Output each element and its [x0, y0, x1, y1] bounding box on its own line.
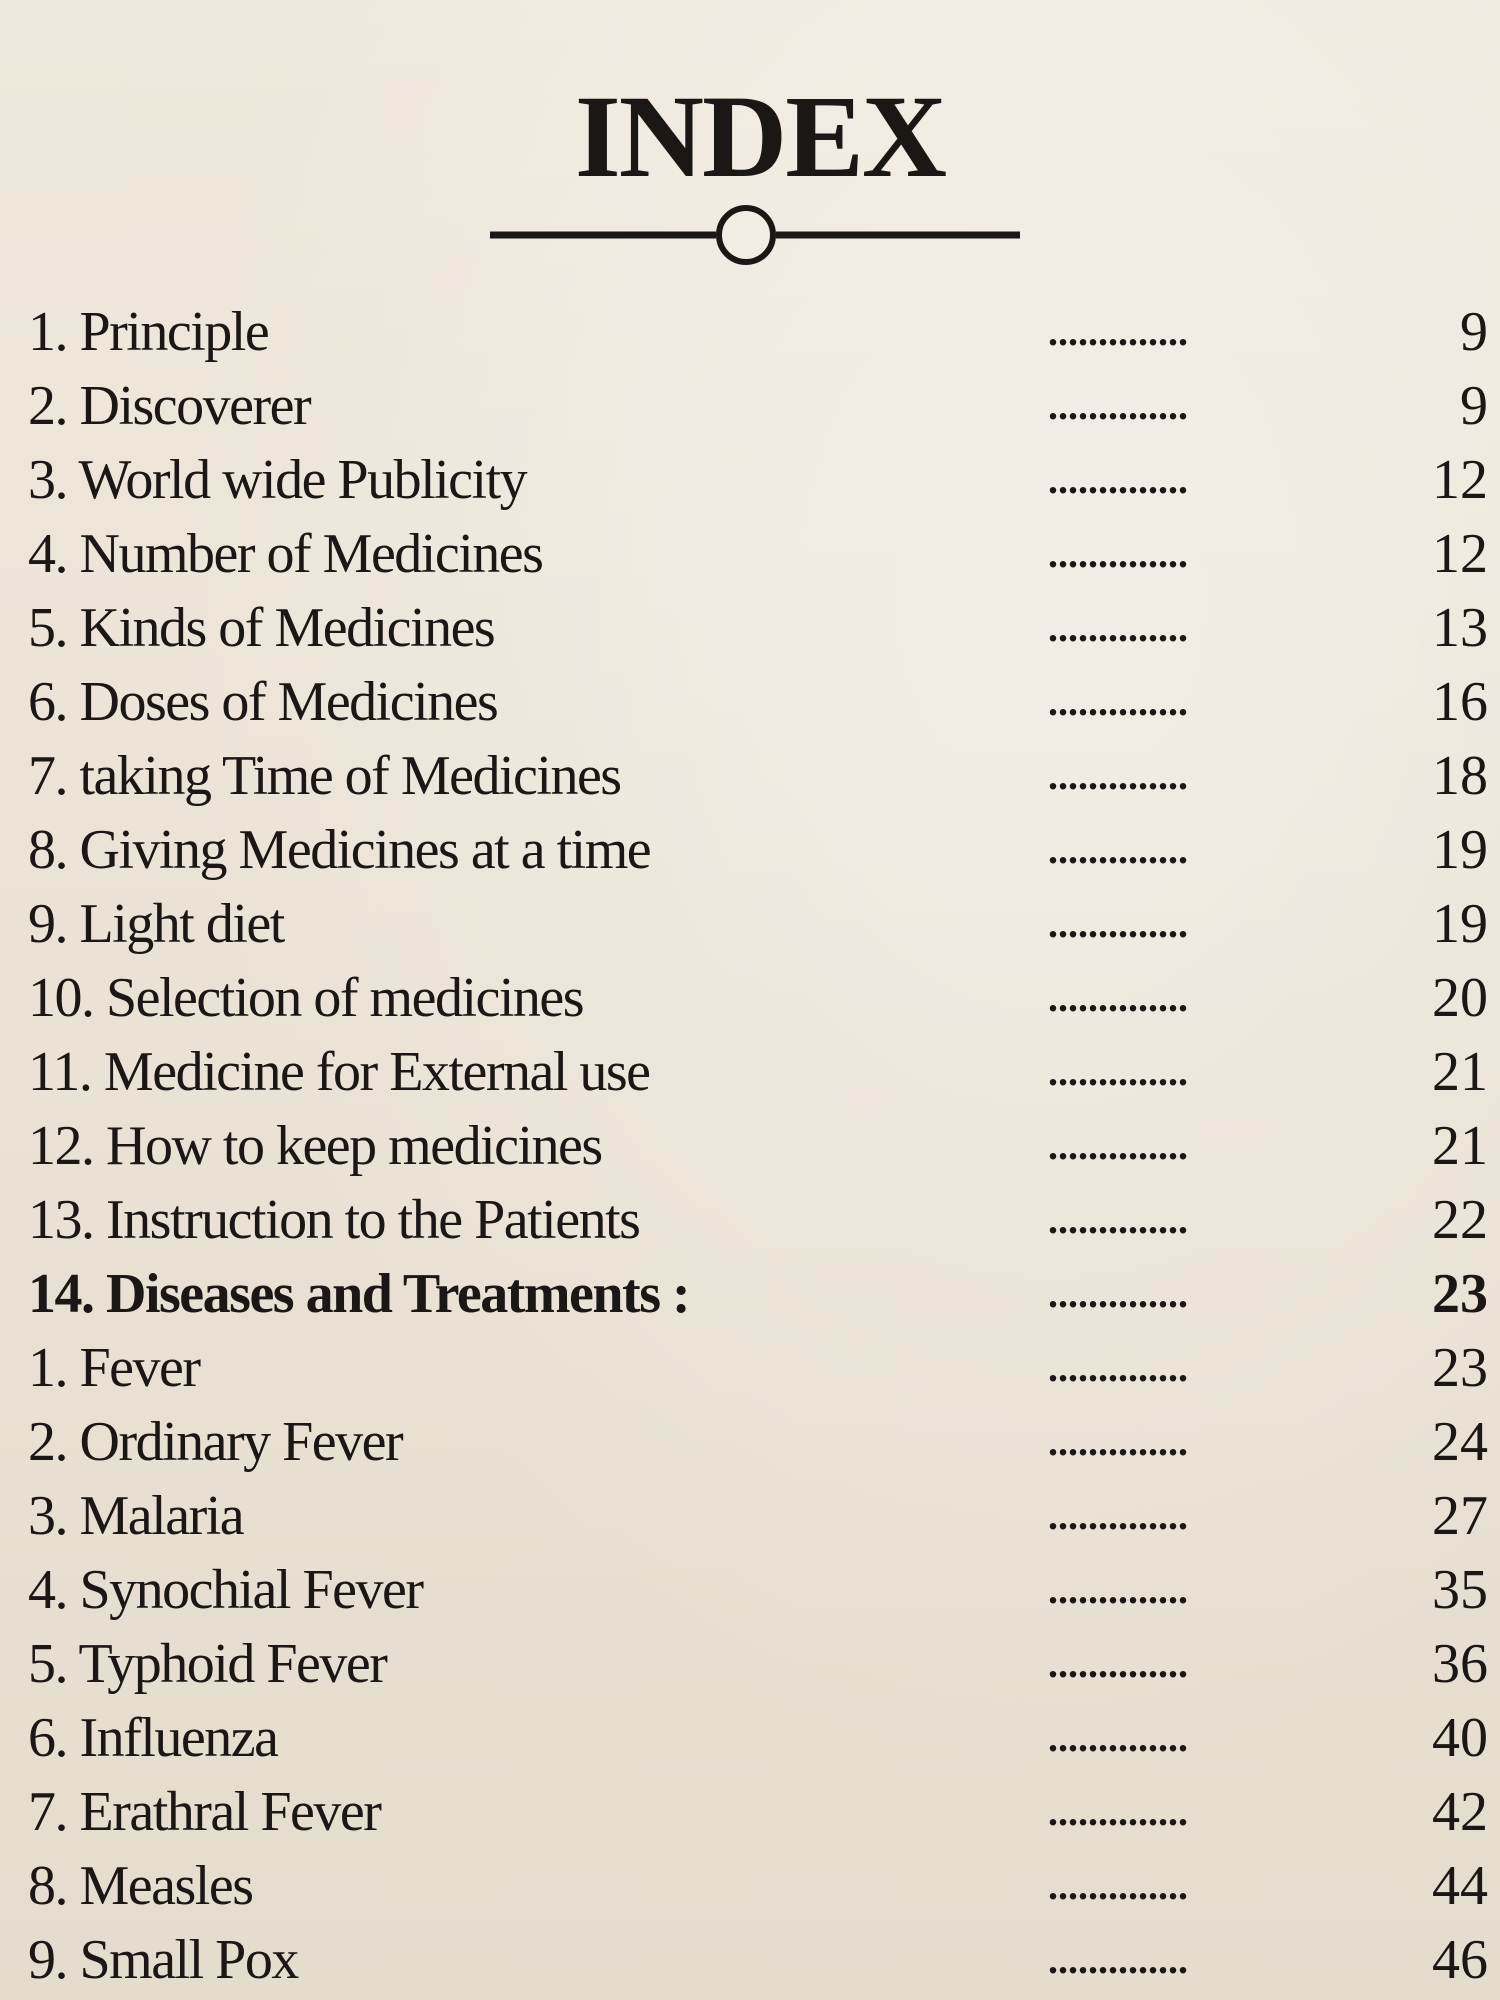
toc-entry-label: 2. Ordinary Fever — [28, 1411, 403, 1473]
toc-dot-leader: .............. — [1048, 1345, 1188, 1390]
toc-entry — [28, 517, 1488, 591]
toc-entry — [28, 961, 1488, 1035]
toc-dot-leader: .............. — [1048, 1049, 1188, 1094]
toc-dot-leader: .............. — [1048, 1493, 1188, 1538]
toc-entry-label: 6. Influenza — [28, 1707, 278, 1769]
toc-page-number: 23 — [1432, 1337, 1488, 1399]
toc-page-number: 16 — [1432, 671, 1488, 733]
toc-dot-leader: .............. — [1048, 753, 1188, 798]
toc-entry — [28, 1849, 1488, 1923]
toc-page-number: 19 — [1432, 819, 1488, 881]
toc-page-number: 21 — [1432, 1041, 1488, 1103]
toc-dot-leader: .............. — [1048, 1271, 1188, 1316]
toc-dot-leader: .............. — [1048, 1567, 1188, 1612]
toc-entry-label: 8. Giving Medicines at a time — [28, 819, 651, 881]
toc-entry — [28, 1553, 1488, 1627]
toc-dot-leader: .............. — [1048, 679, 1188, 724]
toc-dot-leader: .............. — [1048, 531, 1188, 576]
toc-entry-label: 3. Malaria — [28, 1485, 244, 1547]
toc-entry-label: 5. Typhoid Fever — [28, 1633, 387, 1695]
toc-page-number: 13 — [1432, 597, 1488, 659]
toc-entry — [28, 1257, 1488, 1331]
toc-entry-label: 10. Selection of medicines — [28, 967, 584, 1029]
toc-entry-label: 9. Light diet — [28, 893, 284, 955]
toc-page-number: 20 — [1432, 967, 1488, 1029]
toc-dot-leader: .............. — [1048, 1419, 1188, 1464]
toc-entry — [28, 1627, 1488, 1701]
toc-page-number: 18 — [1432, 745, 1488, 807]
toc-dot-leader: .............. — [1048, 1863, 1188, 1908]
toc-entry-label: 12. How to keep medicines — [28, 1115, 602, 1177]
toc-entry-label: 4. Number of Medicines — [28, 523, 543, 585]
title-divider-ornament — [490, 200, 1020, 270]
toc-entry-label: 7. Erathral Fever — [28, 1781, 381, 1843]
toc-page-number: 27 — [1432, 1485, 1488, 1547]
toc-entry — [28, 591, 1488, 665]
toc-entry-label: 7. taking Time of Medicines — [28, 745, 621, 807]
toc-page-number: 24 — [1432, 1411, 1488, 1473]
toc-page-number: 40 — [1432, 1707, 1488, 1769]
toc-entry — [28, 443, 1488, 517]
toc-page-number: 36 — [1432, 1633, 1488, 1695]
toc-entry-label: 11. Medicine for External use — [28, 1041, 650, 1103]
toc-page-number: 21 — [1432, 1115, 1488, 1177]
toc-dot-leader: .............. — [1048, 1123, 1188, 1168]
toc-entry — [28, 1479, 1488, 1553]
toc-entry — [28, 739, 1488, 813]
toc-entry-label: 5. Kinds of Medicines — [28, 597, 495, 659]
toc-dot-leader: .............. — [1048, 975, 1188, 1020]
toc-dot-leader: .............. — [1048, 901, 1188, 946]
toc-dot-leader: .............. — [1048, 1789, 1188, 1834]
toc-entry — [28, 1775, 1488, 1849]
toc-dot-leader: .............. — [1048, 457, 1188, 502]
toc-dot-leader: .............. — [1048, 309, 1188, 354]
toc-dot-leader: .............. — [1048, 1641, 1188, 1686]
toc-entry-label: 13. Instruction to the Patients — [28, 1189, 640, 1251]
toc-entry — [28, 1035, 1488, 1109]
toc-entry-label: 8. Measles — [28, 1855, 253, 1917]
toc-dot-leader: .............. — [1048, 1197, 1188, 1242]
toc-entry-label: 3. World wide Publicity — [28, 449, 527, 511]
toc-entry — [28, 1923, 1488, 1997]
toc-page-number: 12 — [1432, 523, 1488, 585]
page-title: INDEX — [574, 71, 946, 202]
toc-entry — [28, 1109, 1488, 1183]
toc-entry — [28, 295, 1488, 369]
toc-page-number: 19 — [1432, 893, 1488, 955]
toc-entry — [28, 1701, 1488, 1775]
toc-entry — [28, 813, 1488, 887]
toc-page-number: 9 — [1460, 375, 1488, 437]
toc-entry-label: 9. Small Pox — [28, 1929, 298, 1991]
toc-entry-label: 6. Doses of Medicines — [28, 671, 498, 733]
toc-page-number: 46 — [1432, 1929, 1488, 1991]
toc-entry — [28, 1405, 1488, 1479]
toc-dot-leader: .............. — [1048, 605, 1188, 650]
toc-entry-label: 1. Principle — [28, 301, 269, 363]
toc-dot-leader: .............. — [1048, 1715, 1188, 1760]
toc-page-number: 9 — [1460, 301, 1488, 363]
toc-dot-leader: .............. — [1048, 827, 1188, 872]
toc-page-number: 23 — [1432, 1263, 1488, 1325]
toc-page-number: 35 — [1432, 1559, 1488, 1621]
toc-entry-label: 4. Synochial Fever — [28, 1559, 423, 1621]
toc-entry — [28, 1331, 1488, 1405]
toc-page-number: 22 — [1432, 1189, 1488, 1251]
toc-page-number: 44 — [1432, 1855, 1488, 1917]
table-of-contents — [28, 295, 1488, 1997]
toc-entry — [28, 369, 1488, 443]
toc-dot-leader: .............. — [1048, 1937, 1188, 1982]
toc-page-number: 12 — [1432, 449, 1488, 511]
toc-entry — [28, 1183, 1488, 1257]
toc-entry — [28, 665, 1488, 739]
toc-dot-leader: .............. — [1048, 383, 1188, 428]
toc-entry-label: 1. Fever — [28, 1337, 200, 1399]
toc-entry-label: 14. Diseases and Treatments : — [28, 1263, 690, 1325]
toc-page-number: 42 — [1432, 1781, 1488, 1843]
toc-entry-label: 2. Discoverer — [28, 375, 311, 437]
toc-entry — [28, 887, 1488, 961]
